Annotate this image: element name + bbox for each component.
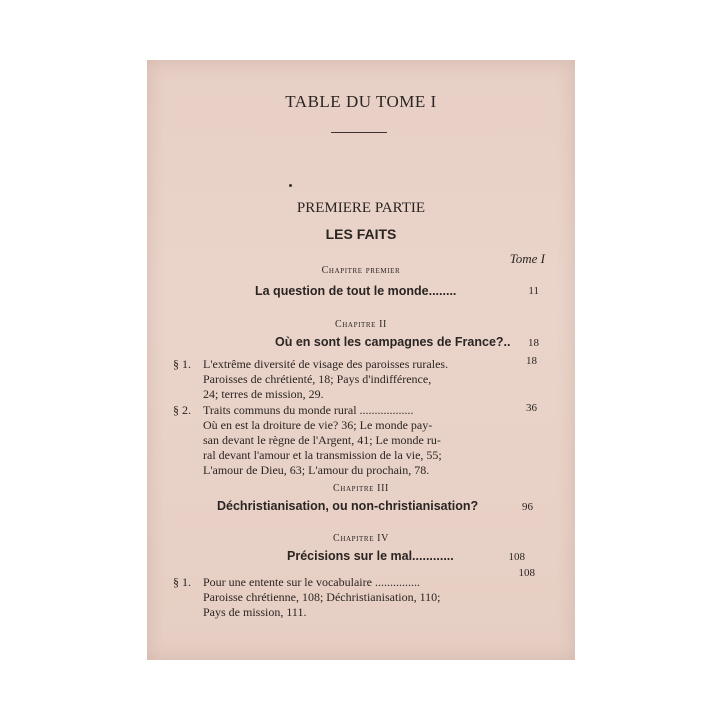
section-line: Paroisses de chrétienté, 18; Pays d'indifférence, [203, 372, 432, 386]
section-page-number: 108 [518, 567, 535, 579]
section-line: Traits communs du monde rural .................. [203, 403, 414, 417]
section-entry [203, 357, 448, 402]
section-mark: § 1. [173, 575, 191, 589]
tome-label: Tome I [509, 251, 545, 266]
section-line: 24; terres de mission, 29. [203, 387, 324, 401]
page-title: TABLE DU TOME I [285, 92, 437, 111]
book-page [147, 60, 575, 660]
section-page-number: 36 [526, 402, 537, 414]
chapter-page-number: 11 [528, 285, 539, 297]
chapter-heading: Déchristianisation, ou non-christianisation? [217, 499, 479, 513]
section-mark: § 1. [173, 357, 191, 371]
title-divider [331, 132, 387, 133]
chapter-page-number: 96 [522, 501, 533, 513]
chapter-label: Chapitre premier [321, 265, 401, 276]
part-title: PREMIERE PARTIE [296, 200, 426, 216]
section-line: ral devant l'amour et la transmission de la vie, 55; [203, 448, 442, 462]
chapter-page-number: 18 [528, 337, 539, 349]
chapter-heading: Où en sont les campagnes de France?.. [275, 335, 511, 349]
section-page-number: 18 [526, 355, 537, 367]
section-line: L'extrême diversité de visage des paroisses rurales. [203, 357, 449, 371]
section-line: L'amour de Dieu, 63; L'amour du prochain, 78. [203, 463, 430, 477]
chapter-heading: Précisions sur le mal............ [287, 549, 454, 563]
chapter-label: Chapitre IV [333, 533, 389, 544]
section-line: Pays de mission, 111. [203, 605, 307, 619]
section-line: Où en est la droiture de vie? 36; Le monde pay- [203, 418, 433, 432]
section-entry [203, 575, 441, 620]
section-line: Pour une entente sur le vocabulaire ............... [203, 575, 420, 589]
chapter-heading: La question de tout le monde........ [255, 284, 457, 298]
section-line: Paroisse chrétienne, 108; Déchristianisation, 110; [203, 590, 441, 604]
section-mark: § 2. [173, 403, 191, 417]
part-subtitle: LES FAITS [325, 226, 397, 242]
chapter-page-number: 108 [508, 551, 525, 563]
section-entry [203, 403, 442, 478]
ink-speck [289, 184, 292, 187]
chapter-label: Chapitre III [333, 483, 389, 494]
chapter-label: Chapitre II [335, 319, 387, 330]
section-line: san devant le règne de l'Argent, 41; Le monde ru- [203, 433, 441, 447]
